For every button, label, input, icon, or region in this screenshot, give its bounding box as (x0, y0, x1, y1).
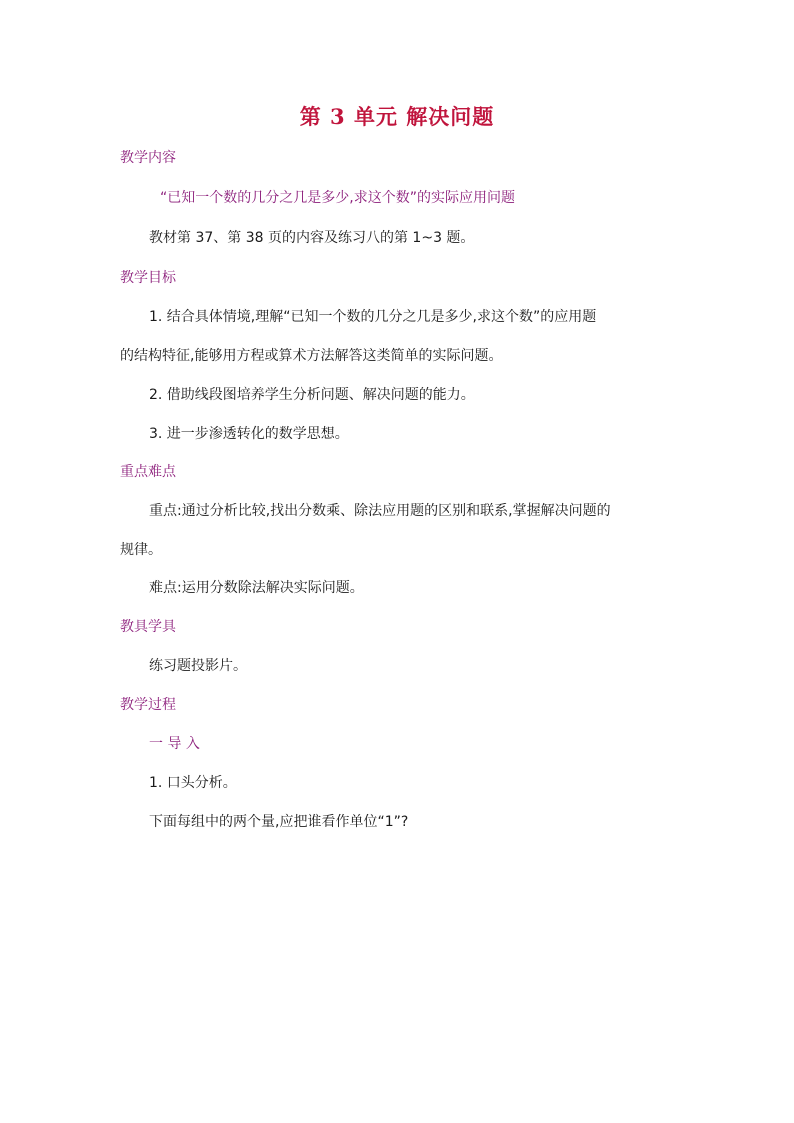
section-heading-teaching-content: 教学内容 (120, 150, 176, 166)
section-heading-teaching-tools: 教具学具 (120, 619, 176, 635)
goal-1-line-1: 1. 结合具体情境,理解“已知一个数的几分之几是多少,求这个数”的应用题 (149, 309, 597, 325)
oral-analysis: 1. 口头分析。 (149, 775, 237, 791)
goal-1-line-2: 的结构特征,能够用方程或算术方法解答这类简单的实际问题。 (120, 348, 503, 364)
goal-2: 2. 借助线段图培养学生分析问题、解决问题的能力。 (149, 387, 475, 403)
section-heading-key-points: 重点难点 (120, 464, 176, 480)
teaching-tools: 练习题投影片。 (149, 658, 247, 674)
goal-3: 3. 进一步渗透转化的数学思想。 (149, 426, 349, 442)
subsection-heading-introduction: 一 导 入 (149, 736, 200, 752)
section-heading-teaching-process: 教学过程 (120, 697, 176, 713)
content-pages: 教材第 37、第 38 页的内容及练习八的第 1~3 题。 (149, 230, 475, 246)
page-title: 第 3 单元 解决问题 (299, 104, 495, 129)
content-topic: “已知一个数的几分之几是多少,求这个数”的实际应用问题 (160, 190, 515, 206)
section-heading-teaching-goals: 教学目标 (120, 270, 176, 286)
key-point-line-1: 重点:通过分析比较,找出分数乘、除法应用题的区别和联系,掌握解决问题的 (149, 503, 611, 519)
key-point-line-2: 规律。 (120, 542, 162, 558)
unit-question: 下面每组中的两个量,应把谁看作单位“1”? (149, 814, 409, 830)
difficulty-point: 难点:运用分数除法解决实际问题。 (149, 580, 364, 596)
